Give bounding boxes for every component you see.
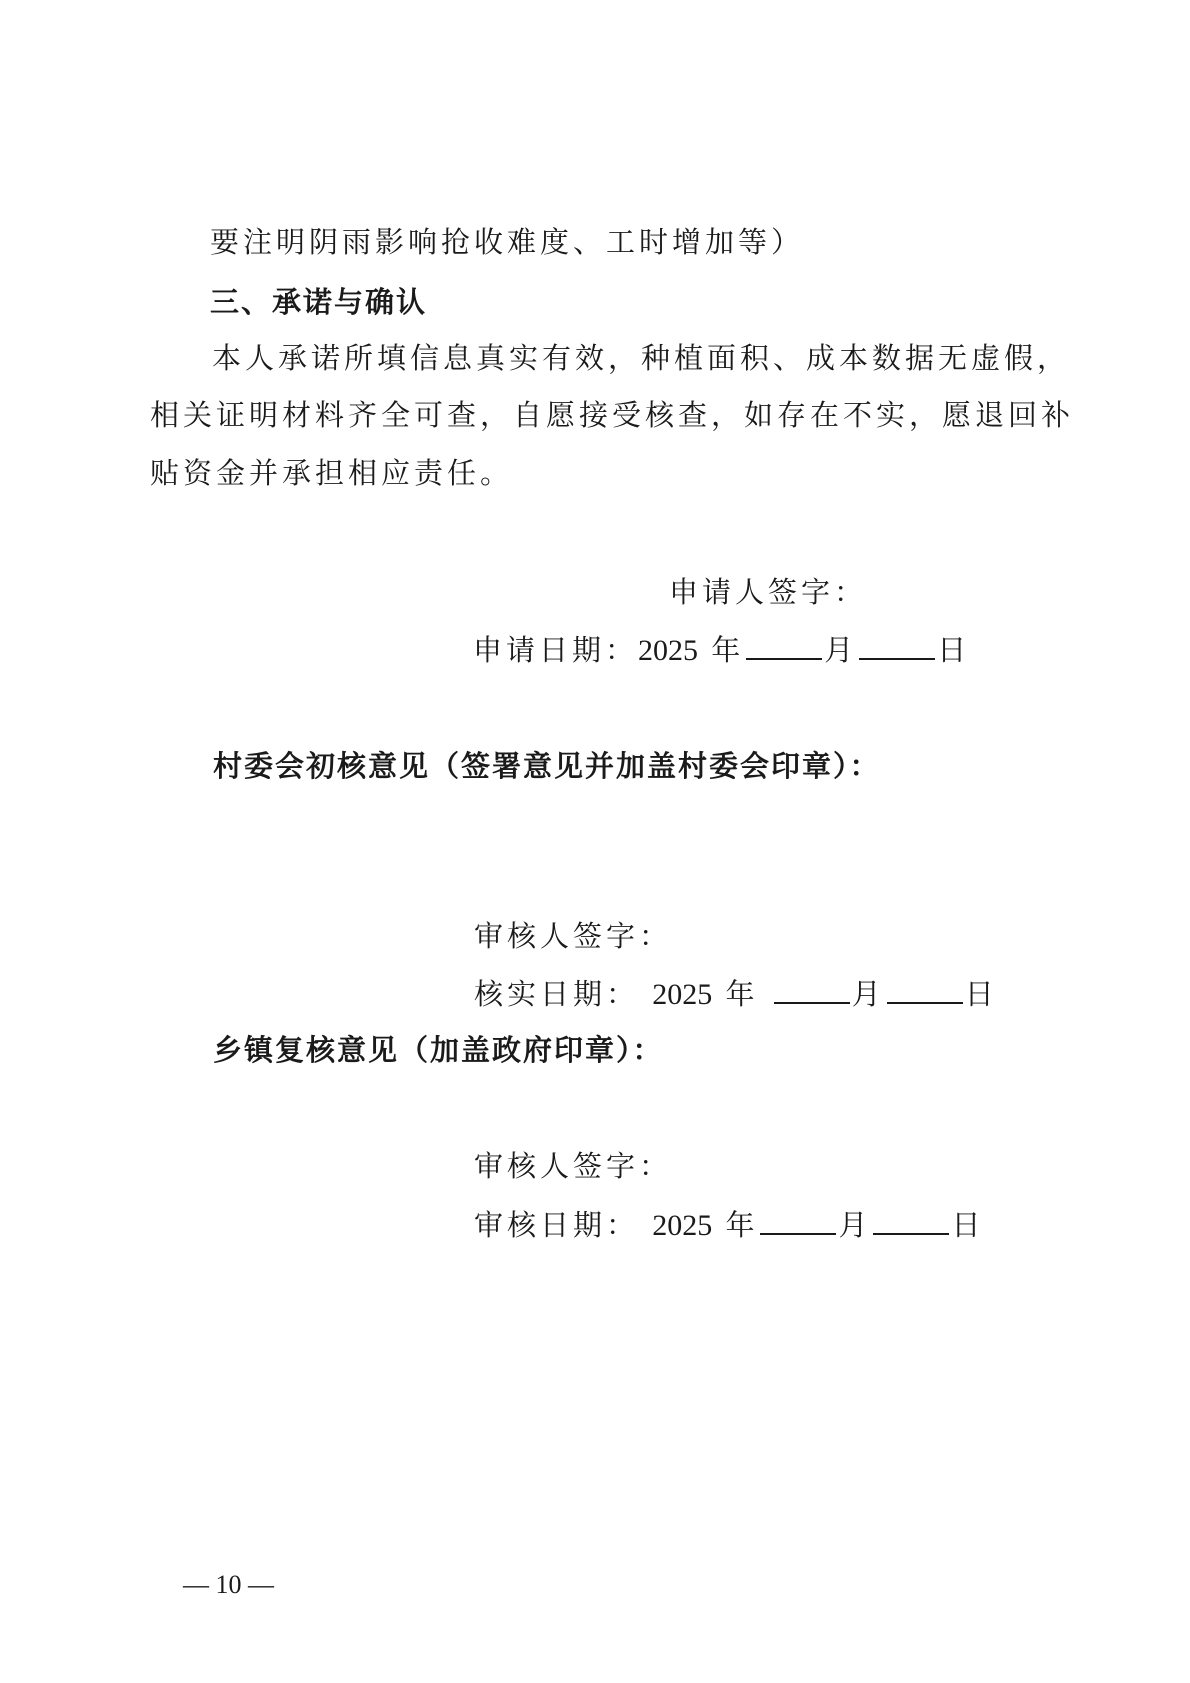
applicant-date-row: [473, 630, 970, 671]
township-review-date-label: 审核日期：: [474, 1208, 640, 1242]
applicant-date-label: 申请日期：: [473, 633, 639, 667]
commitment-paragraph-line-2: 相关证明材料齐全可查，自愿接受核查，如存在不实，愿退回补: [150, 398, 1075, 432]
township-reviewer-signature-label: 审核人签字：: [474, 1149, 673, 1183]
applicant-signature-label: 申请人签字：: [669, 575, 868, 609]
day-blank: [887, 976, 963, 1004]
village-verify-date-label: 核实日期：: [474, 977, 640, 1011]
village-verify-date-row: [474, 974, 998, 1015]
year-unit: 年: [725, 977, 759, 1011]
day-unit: 日: [951, 1208, 985, 1242]
month-blank: [746, 632, 822, 660]
month-unit: 月: [838, 1208, 872, 1242]
month-blank: [760, 1207, 836, 1235]
year-unit: 年: [725, 1208, 759, 1242]
applicant-date-year: 2025: [638, 634, 699, 667]
day-unit: 日: [964, 977, 998, 1011]
month-blank: [774, 976, 850, 1004]
commitment-paragraph-line-1: 本人承诺所填信息真实有效，种植面积、成本数据无虚假，: [212, 341, 1071, 375]
section-heading-commitment: 三、承诺与确认: [210, 285, 428, 319]
day-blank: [859, 632, 935, 660]
continuation-text: 要注明阴雨影响抢收难度、工时增加等）: [210, 225, 805, 259]
township-review-heading: 乡镇复核意见（加盖政府印章）：: [213, 1033, 664, 1067]
township-review-date-row: [474, 1205, 985, 1246]
month-unit: 月: [824, 633, 858, 667]
commitment-paragraph-line-3: 贴资金并承担相应责任。: [150, 456, 514, 490]
year-unit: 年: [711, 633, 745, 667]
township-review-year: 2025: [652, 1209, 713, 1242]
village-review-heading: 村委会初核意见（签署意见并加盖村委会印章）：: [213, 749, 881, 783]
day-unit: 日: [937, 633, 971, 667]
page-number: — 10 —: [183, 1570, 274, 1599]
month-unit: 月: [851, 977, 885, 1011]
village-verify-year: 2025: [652, 978, 713, 1011]
village-reviewer-signature-label: 审核人签字：: [474, 919, 673, 953]
day-blank: [873, 1207, 949, 1235]
